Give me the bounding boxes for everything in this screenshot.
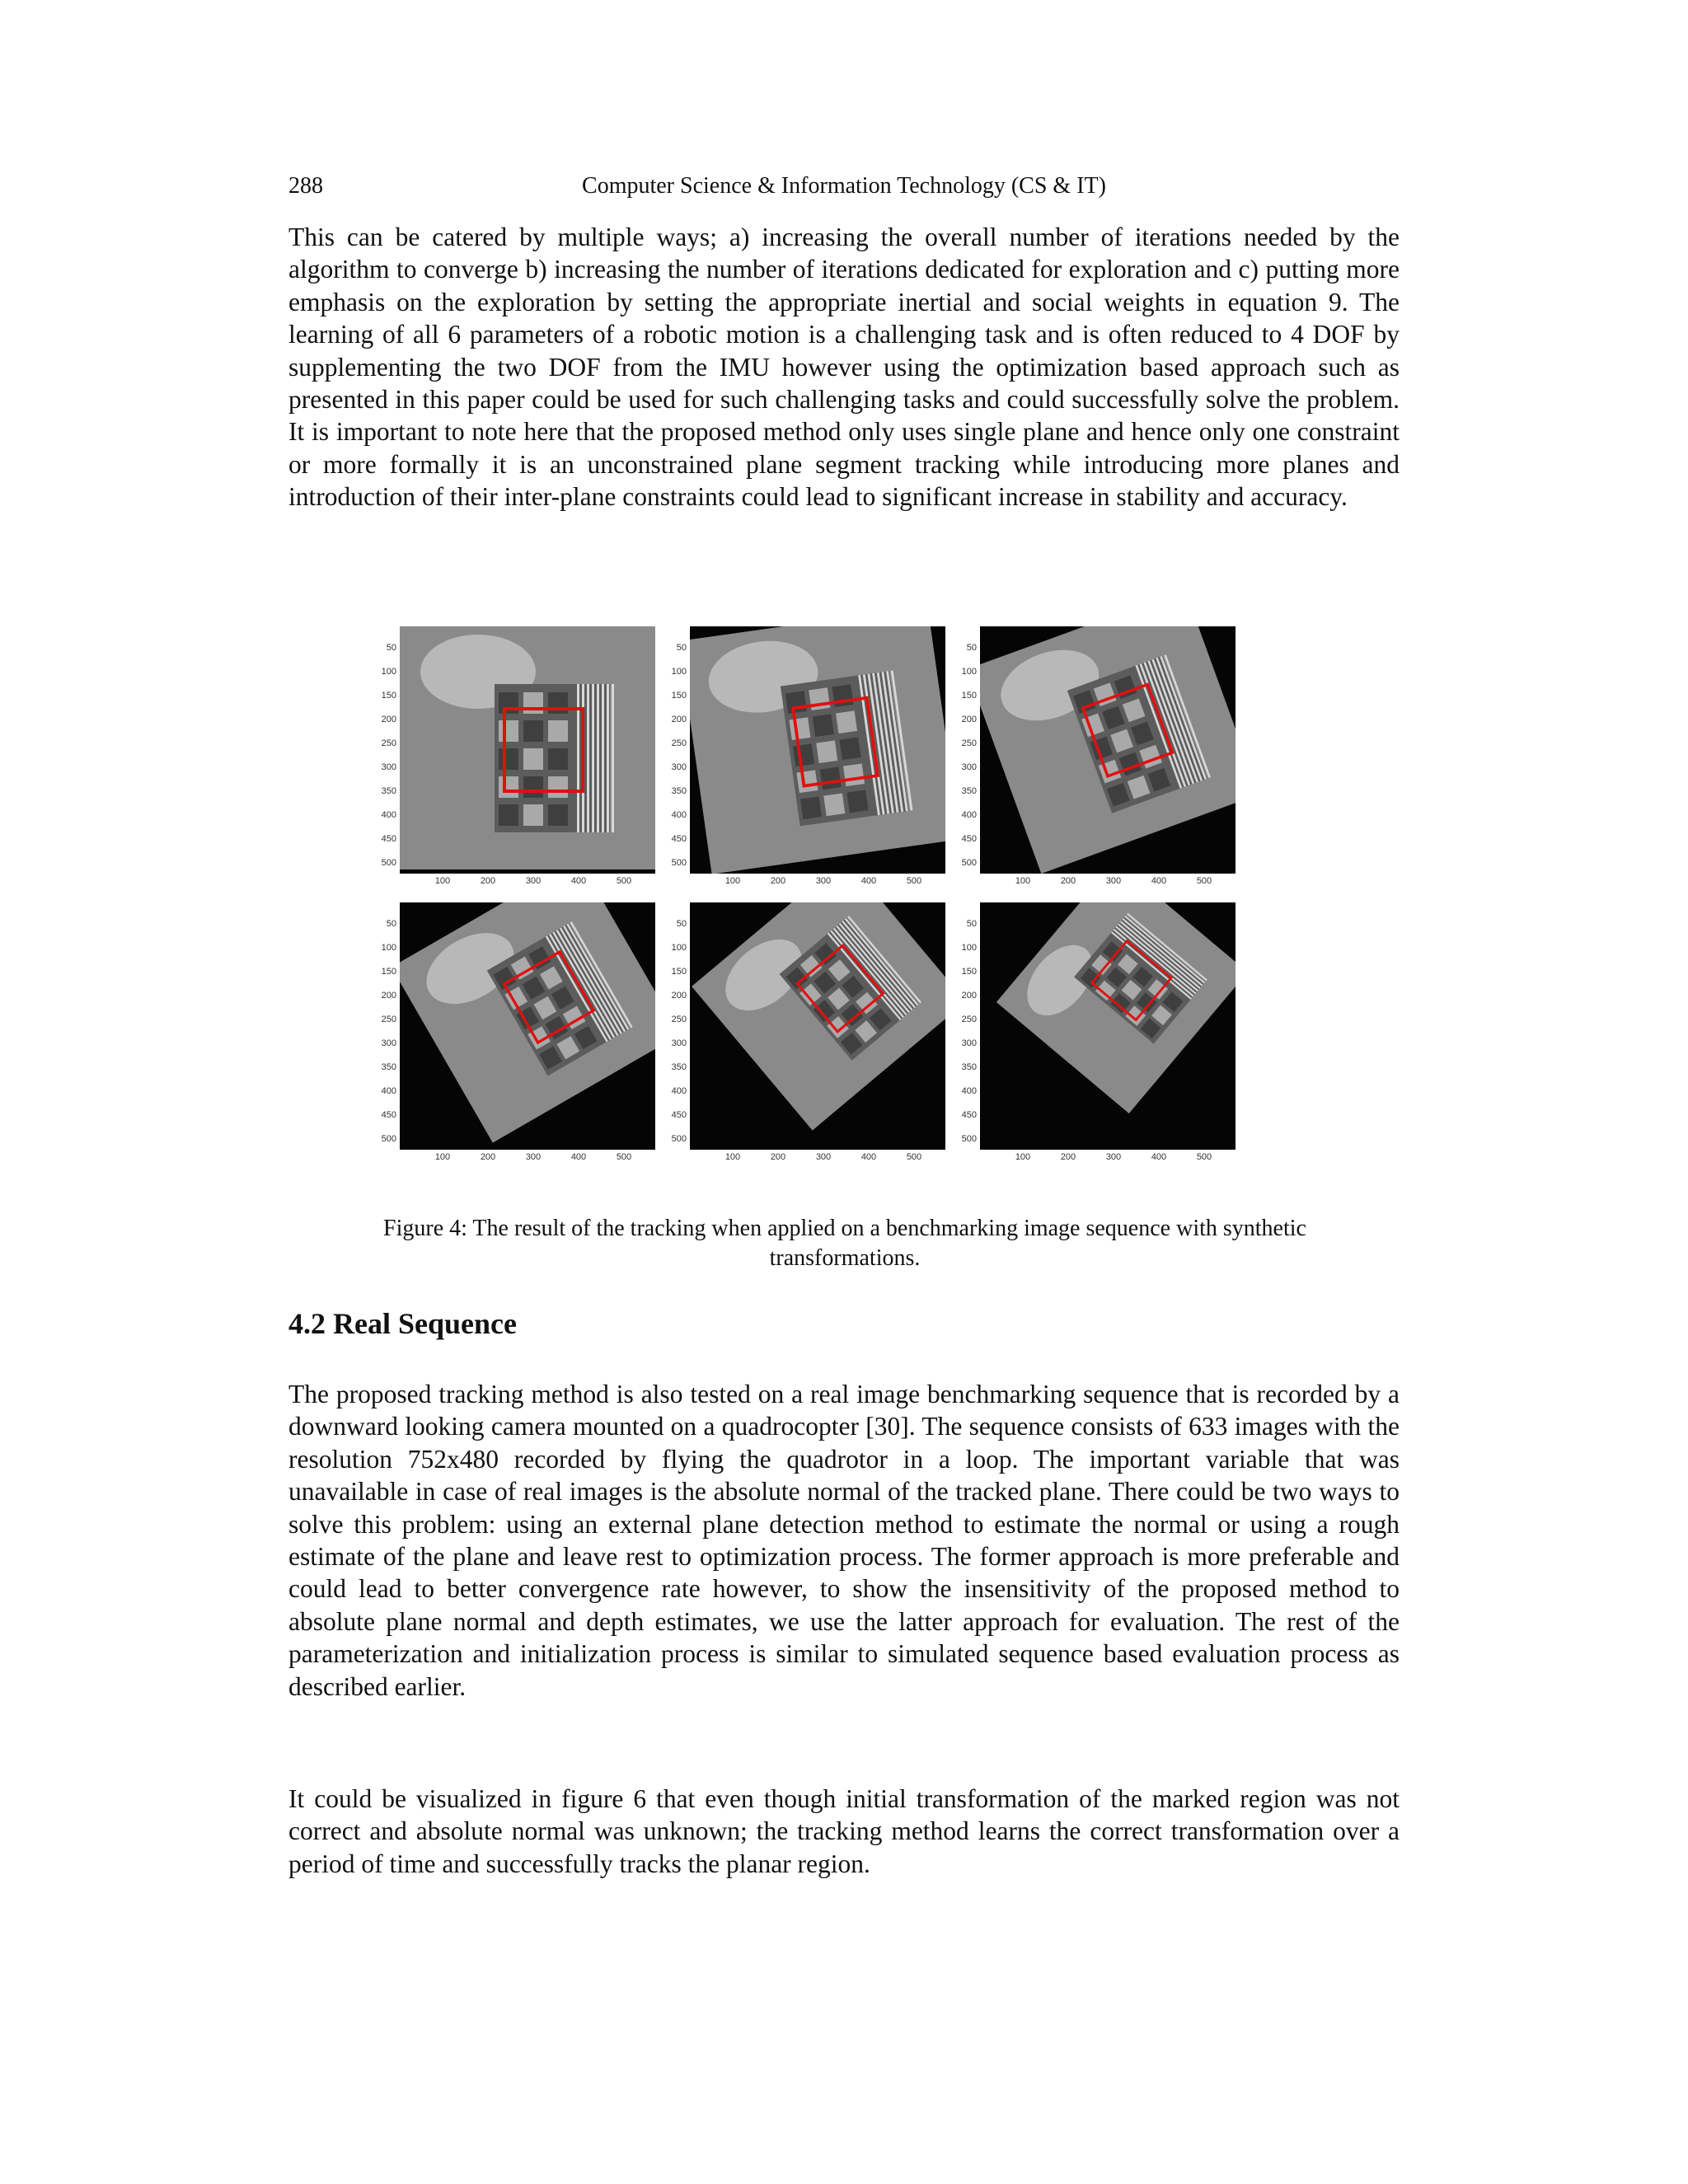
y-tick-label: 300	[961, 762, 977, 772]
y-tick-label: 100	[381, 667, 396, 677]
box-tile	[785, 691, 807, 714]
tracking-figure	[375, 626, 1232, 1170]
box-tile	[820, 766, 842, 790]
y-tick-label: 500	[671, 858, 687, 868]
figure-panel	[375, 626, 655, 898]
x-tick-label: 200	[1060, 876, 1076, 886]
y-tick-label: 450	[671, 1110, 687, 1120]
y-tick-label: 300	[671, 762, 687, 772]
y-tick-label: 400	[671, 810, 687, 820]
x-tick-label: 100	[724, 876, 741, 886]
box-stripe	[587, 684, 589, 832]
figure-panel	[955, 902, 1236, 1174]
x-tick-label: 300	[815, 876, 832, 886]
page-header	[288, 173, 1400, 206]
x-tick-label: 100	[1015, 1152, 1031, 1162]
box-stripe	[607, 684, 609, 832]
box-tile	[847, 790, 869, 813]
box-tile	[789, 717, 810, 740]
y-tick-label: 100	[961, 667, 977, 677]
box-tile	[843, 763, 865, 786]
box-tile	[523, 692, 543, 714]
y-tick-label: 50	[386, 919, 396, 929]
box-stripe	[577, 684, 579, 832]
y-tick-label: 350	[381, 786, 396, 796]
x-tick-label: 500	[1196, 1152, 1212, 1162]
y-tick-label: 150	[961, 967, 977, 977]
x-tick-label: 200	[770, 1152, 786, 1162]
box-tile	[548, 692, 568, 714]
y-tick-label: 100	[961, 943, 977, 953]
y-tick-label: 200	[381, 991, 396, 1001]
box-stripe	[597, 684, 599, 832]
y-tick-label: 100	[671, 943, 687, 953]
x-tick-label: 400	[1151, 1152, 1167, 1162]
y-tick-label: 500	[381, 858, 396, 868]
x-tick-label: 400	[570, 876, 587, 886]
x-tick-label: 400	[1151, 876, 1167, 886]
x-tick-label: 300	[1105, 876, 1122, 886]
box-tile	[523, 748, 543, 770]
y-tick-label: 200	[961, 991, 977, 1001]
x-tick-label: 100	[724, 1152, 741, 1162]
y-tick-label: 400	[381, 810, 396, 820]
x-tick-label: 500	[906, 876, 922, 886]
x-tick-label: 200	[770, 876, 786, 886]
box-tile	[816, 740, 837, 763]
x-tick-label: 400	[570, 1152, 587, 1162]
y-tick-label: 450	[961, 834, 977, 844]
y-tick-label: 50	[966, 643, 977, 653]
y-tick-label: 350	[671, 1062, 687, 1072]
y-tick-label: 450	[381, 834, 396, 844]
section-heading: 4.2 Real Sequence	[288, 1307, 517, 1340]
box-tile	[796, 770, 818, 793]
frame-image	[690, 626, 945, 874]
box-tile	[548, 748, 568, 770]
y-tick-label: 250	[961, 1015, 977, 1024]
page-number: 288	[288, 173, 323, 199]
box-tile	[523, 804, 543, 826]
y-tick-label: 450	[961, 1110, 977, 1120]
y-tick-label: 50	[386, 643, 396, 653]
figure-panel	[665, 902, 945, 1174]
box-tile	[499, 776, 518, 798]
y-tick-label: 250	[381, 738, 396, 748]
x-tick-label: 100	[434, 1152, 451, 1162]
y-tick-label: 450	[381, 1110, 396, 1120]
body-paragraph-3: It could be visualized in figure 6 that even though initial transformation of the marked region was not correct and absolute normal was unknown; the tracking method learns the correct transformation over a period of time and successfully tracks the planar region.	[288, 1784, 1400, 1878]
box-tile	[793, 743, 814, 766]
box-tile	[823, 794, 845, 817]
x-tick-label: 200	[1060, 1152, 1076, 1162]
box-tile	[523, 720, 543, 742]
y-tick-label: 300	[381, 1038, 396, 1048]
box-stripe	[592, 684, 594, 832]
frame-image	[690, 902, 945, 1150]
y-tick-label: 350	[961, 786, 977, 796]
y-tick-label: 150	[381, 691, 396, 701]
y-tick-label: 50	[676, 643, 687, 653]
y-tick-label: 250	[381, 1015, 396, 1024]
y-tick-label: 400	[381, 1086, 396, 1096]
box-tile	[499, 720, 518, 742]
box-tile	[499, 692, 518, 714]
frame-image	[400, 626, 655, 874]
y-tick-label: 200	[671, 715, 687, 724]
y-tick-label: 200	[381, 715, 396, 724]
x-tick-label: 100	[1015, 876, 1031, 886]
box-tile	[548, 776, 568, 798]
x-tick-label: 500	[616, 876, 632, 886]
x-tick-label: 300	[1105, 1152, 1122, 1162]
journal-title: Computer Science & Information Technology (CS & IT)	[582, 173, 1106, 199]
y-tick-label: 250	[671, 738, 687, 748]
x-tick-label: 200	[480, 876, 496, 886]
y-tick-label: 500	[381, 1134, 396, 1144]
box-tile	[499, 804, 518, 826]
box-tile	[548, 804, 568, 826]
y-tick-label: 150	[961, 691, 977, 701]
figure-panel	[375, 902, 655, 1174]
frame-image	[980, 902, 1236, 1150]
y-tick-label: 350	[961, 1062, 977, 1072]
y-tick-label: 100	[381, 943, 396, 953]
x-tick-label: 500	[616, 1152, 632, 1162]
y-tick-label: 300	[381, 762, 396, 772]
x-tick-label: 100	[434, 876, 451, 886]
x-tick-label: 300	[525, 1152, 542, 1162]
box-tile	[800, 796, 822, 819]
box-tile	[548, 720, 568, 742]
box-tile	[813, 714, 834, 737]
y-tick-label: 400	[961, 1086, 977, 1096]
figure-caption: Figure 4: The result of the tracking when applied on a benchmarking image sequence with synthetic transformations.	[383, 1216, 1306, 1271]
x-tick-label: 400	[860, 1152, 877, 1162]
y-tick-label: 150	[671, 691, 687, 701]
y-tick-label: 150	[381, 967, 396, 977]
y-tick-label: 200	[961, 715, 977, 724]
x-tick-label: 500	[906, 1152, 922, 1162]
y-tick-label: 500	[961, 1134, 977, 1144]
x-tick-label: 400	[860, 876, 877, 886]
y-tick-label: 350	[671, 786, 687, 796]
y-tick-label: 50	[966, 919, 977, 929]
body-paragraph-2: The proposed tracking method is also tested on a real image benchmarking sequence that is recorded by a downward looking camera mounted on a quadrocopter [30]. The sequence consists of 633 images with the resolution 752x480 recorded by flying the quadrotor in a loop. The important variable that was unavailable in case of real images is the absolute normal of the tracked plane. There could be two ways to solve this problem: using an external plane detection method to estimate the normal or using a rough estimate of the plane and leave rest to optimization process. The former approach is more preferable and could lead to better convergence rate however, to show the insensitivity of the proposed method to absolute plane normal and depth estimates, we use the latter approach for evaluation. The rest of the parameterization and initialization process is similar to simulated sequence based evaluation process as described earlier.	[288, 1380, 1400, 1701]
y-tick-label: 400	[671, 1086, 687, 1096]
y-tick-label: 250	[961, 738, 977, 748]
box-stripe	[602, 684, 604, 832]
figure-panel	[665, 626, 945, 898]
body-paragraph-1: This can be catered by multiple ways; a) increasing the overall number of iterations needed by the algorithm to converge b) increasing the number of iterations dedicated for exploration and c) putting more emphasis on the exploration by setting the appropriate inertial and social weights in equation 9. The learning of all 6 parameters of a robotic motion is a challenging task and is often reduced to 4 DOF by supplementing the two DOF from the IMU however using the optimization based approach such as presented in this paper could be used for such challenging tasks and could successfully solve the problem. It is important to note here that the proposed method only uses single plane and hence only one constraint or more formally it is an unconstrained plane segment tracking while introducing more planes and introduction of their inter-plane constraints could lead to significant increase in stability and accuracy.	[288, 223, 1400, 512]
y-tick-label: 500	[961, 858, 977, 868]
x-tick-label: 300	[525, 876, 542, 886]
x-tick-label: 500	[1196, 876, 1212, 886]
figure-panel	[955, 626, 1236, 898]
y-tick-label: 50	[676, 919, 687, 929]
y-tick-label: 450	[671, 834, 687, 844]
y-tick-label: 150	[671, 967, 687, 977]
y-tick-label: 250	[671, 1015, 687, 1024]
y-tick-label: 500	[671, 1134, 687, 1144]
x-tick-label: 300	[815, 1152, 832, 1162]
box-tile	[840, 737, 861, 760]
box-tile	[523, 776, 543, 798]
y-tick-label: 400	[961, 810, 977, 820]
box-tile	[499, 748, 518, 770]
box-tile	[836, 710, 857, 733]
box-stripe	[612, 684, 614, 832]
y-tick-label: 300	[671, 1038, 687, 1048]
frame-image	[400, 902, 655, 1150]
x-tick-label: 200	[480, 1152, 496, 1162]
y-tick-label: 100	[671, 667, 687, 677]
y-tick-label: 350	[381, 1062, 396, 1072]
y-tick-label: 300	[961, 1038, 977, 1048]
y-tick-label: 200	[671, 991, 687, 1001]
frame-image	[980, 626, 1236, 874]
